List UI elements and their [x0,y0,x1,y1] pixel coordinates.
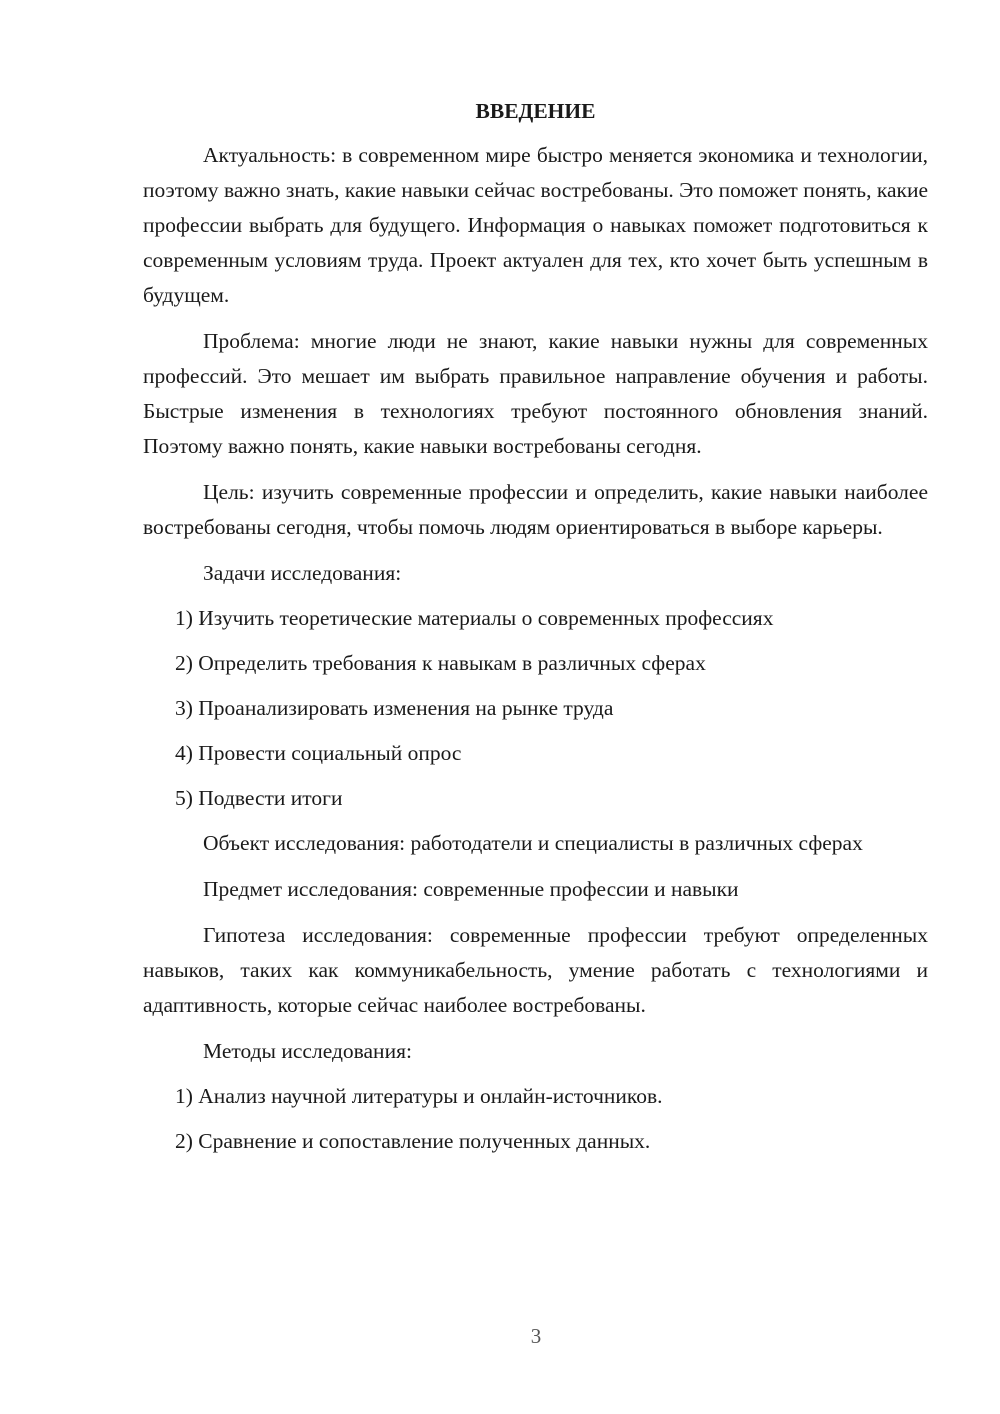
list-item: 2) Сравнение и сопоставление полученных данных. [175,1129,651,1153]
list-item: 1) Анализ научной литературы и онлайн-источников. [175,1084,663,1108]
subject-paragraph: Предмет исследования: современные профессии и навыки [203,877,739,901]
problem-paragraph: Проблема: многие люди не знают, какие навыки нужны для современных профессий. Это мешает им выбрать правильное направление обучения и работы. Быстрые изменения в технологиях требуют постоянного обновления знаний. Поэтому важно понять, какие навыки востребованы сегодня. [143,329,928,458]
list-item: 5) Подвести итоги [175,786,343,810]
tasks-list [143,601,928,816]
list-item: 3) Проанализировать изменения на рынке труда [175,696,614,720]
list-item: 2) Определить требования к навыкам в различных сферах [175,651,706,675]
methods-list [143,1079,928,1159]
methods-heading: Методы исследования: [203,1039,412,1063]
page-number: 3 [530,1324,542,1348]
list-item: 1) Изучить теоретические материалы о современных профессиях [175,606,774,630]
list-item: 4) Провести социальный опрос [175,741,462,765]
hypothesis-paragraph: Гипотеза исследования: современные профессии требуют определенных навыков, таких как коммуникабельность, умение работать с технологиями и адаптивность, которые сейчас наиболее востребованы. [143,923,928,1017]
relevance-paragraph: Актуальность: в современном мире быстро меняется экономика и технологии, поэтому важно знать, какие навыки сейчас востребованы. Это поможет понять, какие профессии выбрать для будущего. Информация о навыках поможет подготовиться к современным условиям труда. Проект актуален для тех, кто хочет быть успешным в будущем. [143,143,928,307]
goal-paragraph: Цель: изучить современные профессии и определить, какие навыки наиболее востребованы сегодня, чтобы помочь людям ориентироваться в выборе карьеры. [143,480,928,539]
object-paragraph: Объект исследования: работодатели и специалисты в различных сферах [203,831,863,855]
tasks-heading: Задачи исследования: [203,561,402,585]
section-title: ВВЕДЕНИЕ [475,99,596,123]
page-content [143,94,928,1159]
